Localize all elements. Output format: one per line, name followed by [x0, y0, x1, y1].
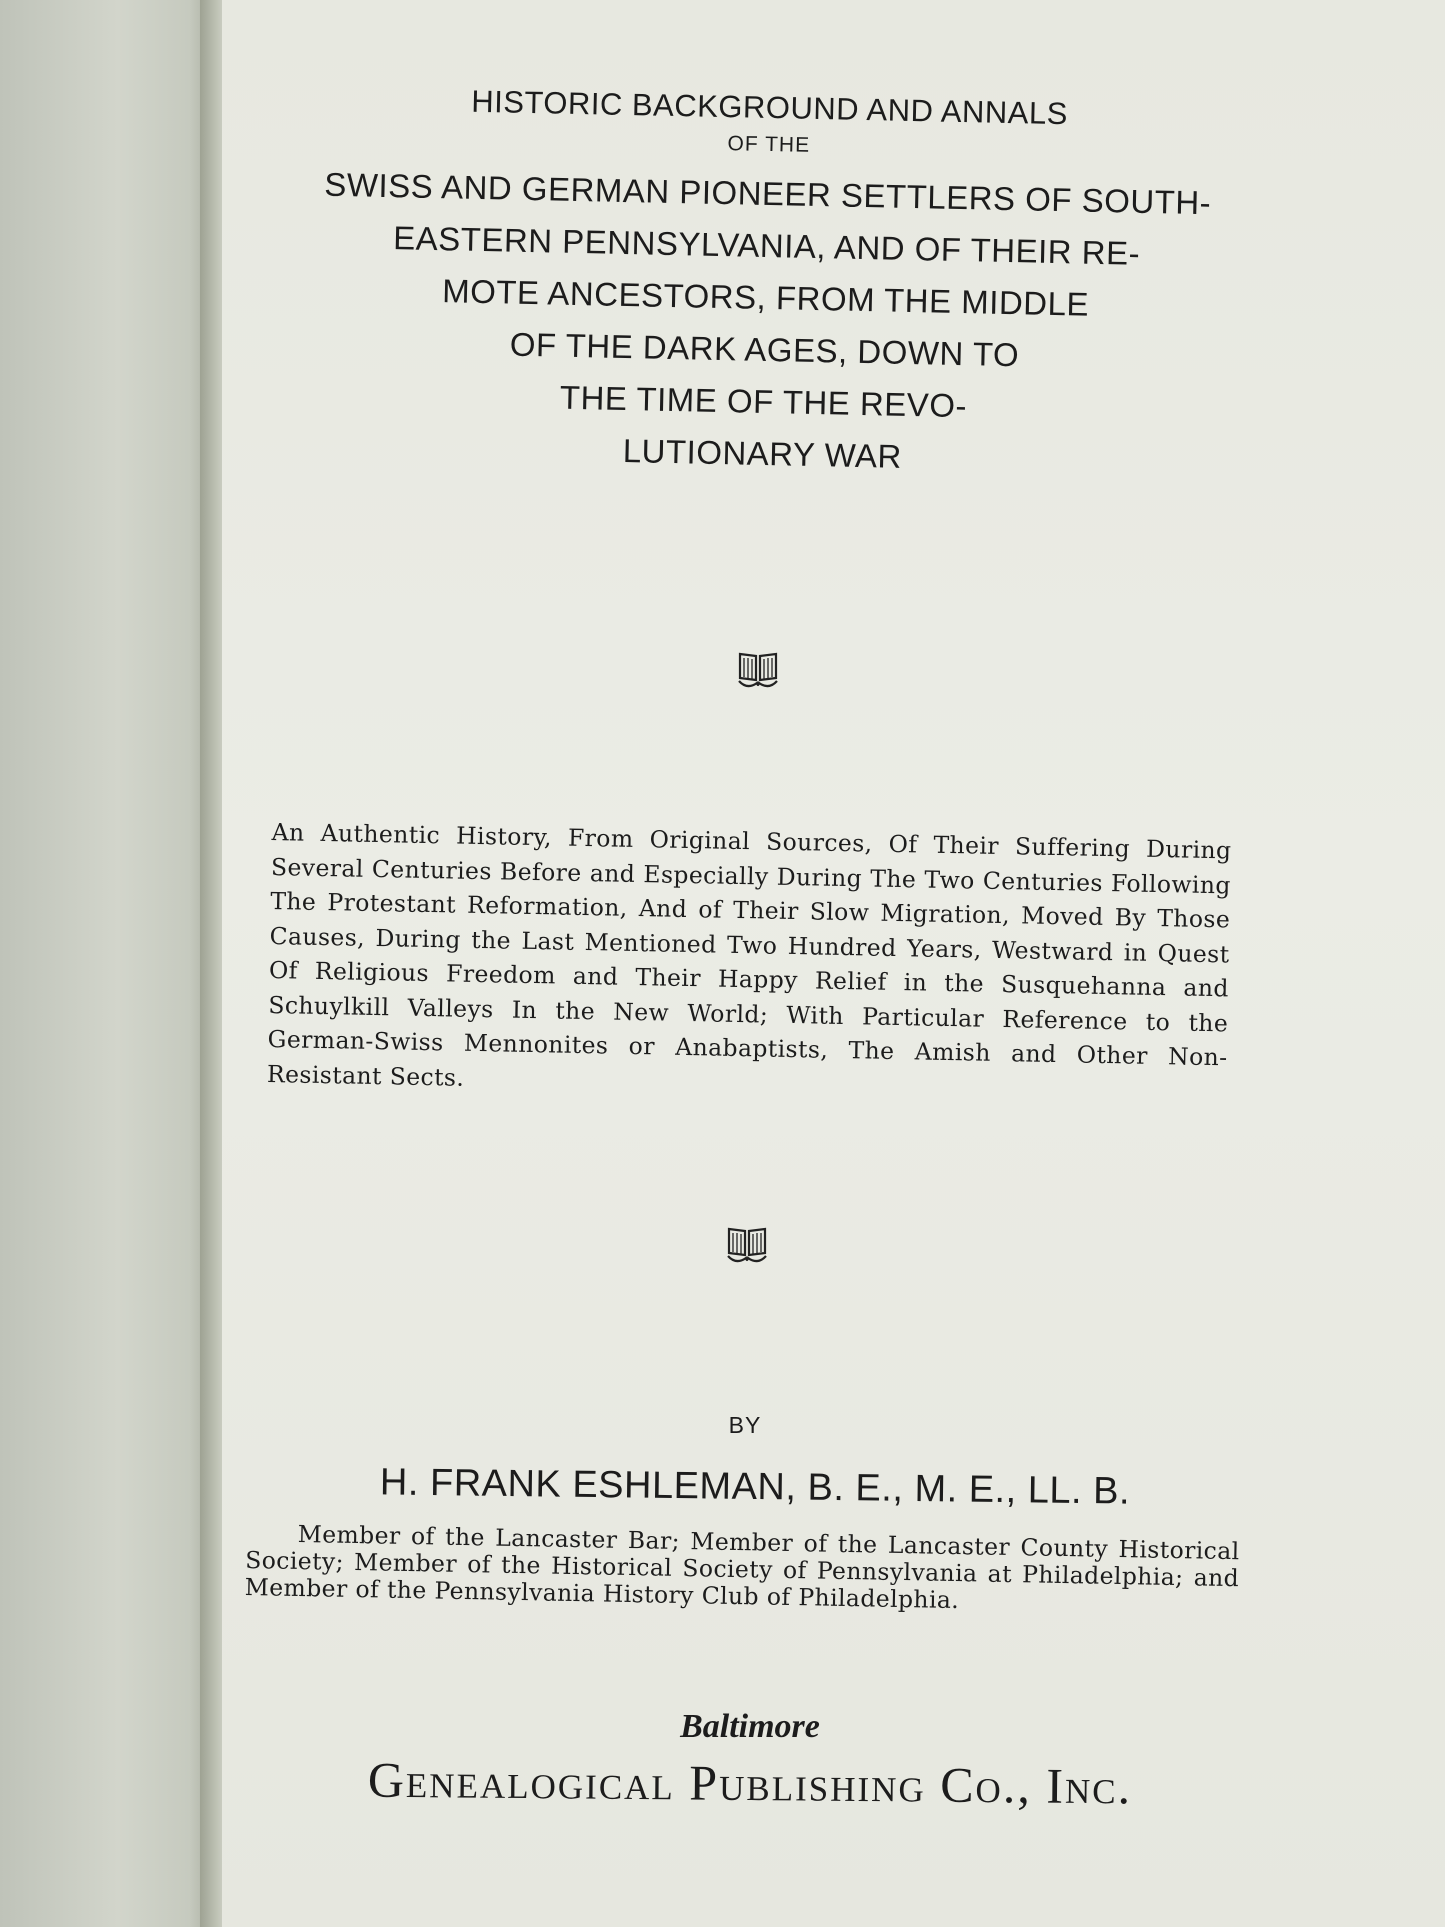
- title-block: [292, 78, 1240, 490]
- by-label: BY: [728, 1412, 762, 1438]
- author-name: H. FRANK ESHLEMAN, B. E., M. E., LL. B.: [379, 1461, 1131, 1513]
- title-top-line: HISTORIC BACKGROUND AND ANNALS: [470, 83, 1069, 132]
- book-ornament-icon: [726, 1225, 768, 1265]
- title-of-line: OF THE: [727, 132, 811, 157]
- book-ornament-icon: [737, 650, 779, 690]
- author-credentials: Member of the Lancaster Bar; Member of the Lancaster County Historical Society; Member of the Historical Society of Pennsylvania at Philadelphia; and Member of the Pennsylvania History Club of Philadelphia.: [244, 1519, 1240, 1615]
- publisher-name: Genealogical Publishing Co., Inc.: [367, 1751, 1133, 1815]
- left-page: [0, 0, 215, 1927]
- title-main: SWISS AND GERMAN PIONEER SETTLERS OF SOUTH- EASTERN PENNSYLVANIA, AND OF THEIR RE- MOTE ANCESTORS, FROM THE MIDDLE OF THE DARK AGES, DOWN TO THE TIME OF THE REVO- LUTIONARY WAR: [324, 165, 1212, 475]
- subtitle-paragraph: An Authentic History, From Original Sources, Of Their Suffering During Several Centuries Before and Especially During The Two Centuries Following The Protestant Reformation, And of Their Slow Migration, Moved By Those Causes, During the Last Mentioned Two Hundred Years, Westward in Quest Of Religious Freedom and Their Happy Relief in the Susquehanna and Schuylkill Valleys In the New World; With Particular Reference to the German-Swiss Mennonites or Anabaptists, The Amish and Other Non-Resistant Sects.: [266, 817, 1232, 1092]
- publisher-city: Baltimore: [680, 1708, 820, 1745]
